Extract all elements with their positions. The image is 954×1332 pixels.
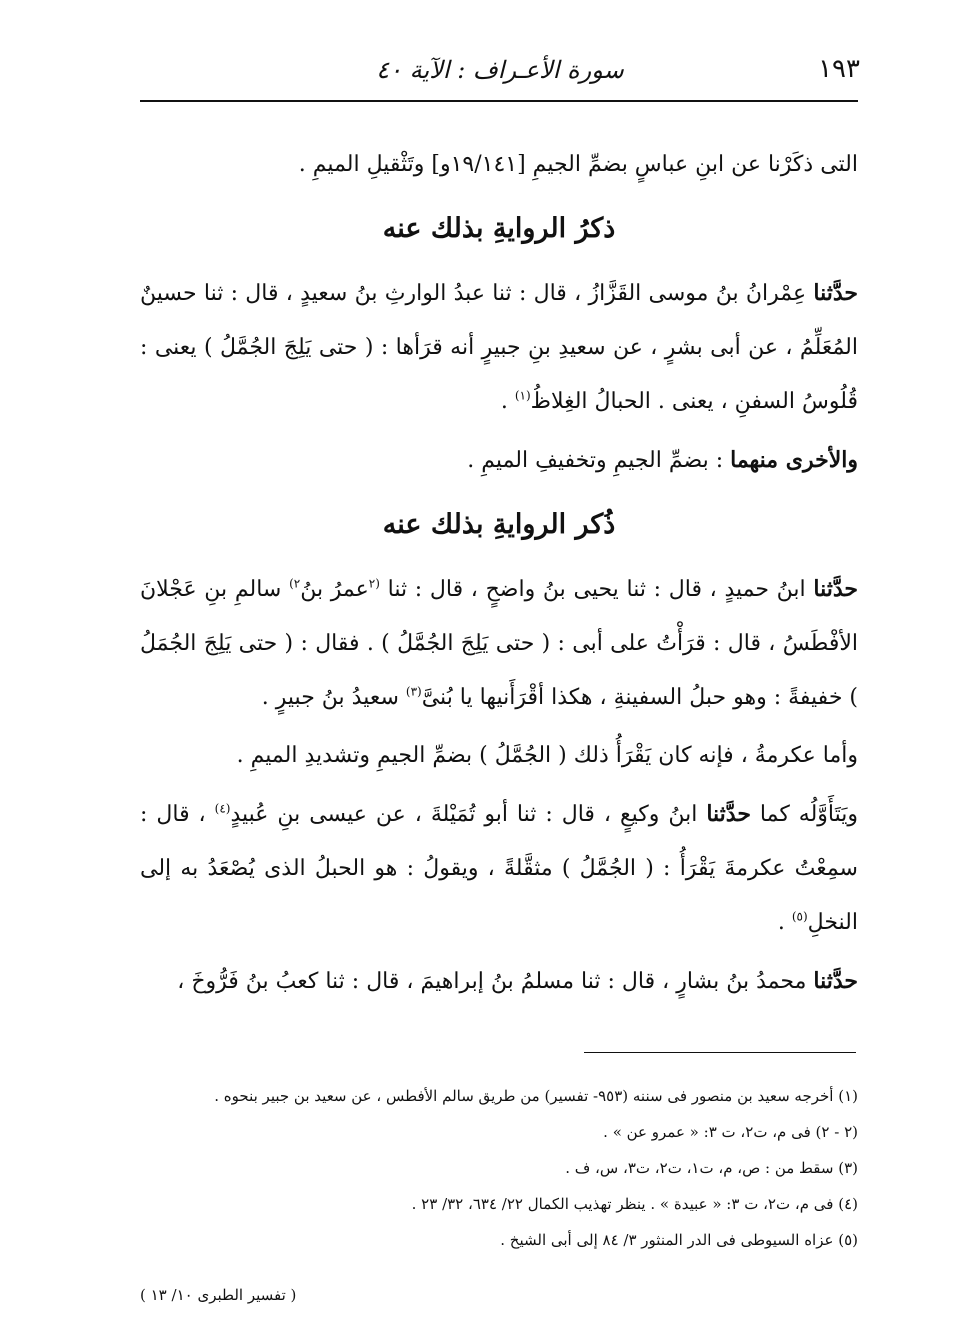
footnote-rule bbox=[584, 1052, 856, 1053]
paragraph-1-end: . bbox=[500, 389, 515, 414]
footnote-ref-4: (٤) bbox=[214, 801, 231, 816]
paragraph-5 bbox=[140, 787, 858, 950]
paragraph-0-text: التى ذكَرْنا عن ابنِ عباسٍ بضمِّ الجيمِ [١٩/١٤١و] وتَثْقيلِ الميمِ . bbox=[298, 152, 858, 177]
running-title: سورة الأعـراف : الآية ٤٠ bbox=[376, 56, 624, 84]
footnote-ref-5: (٥) bbox=[791, 909, 808, 924]
paragraph-5-end: . bbox=[777, 910, 792, 935]
section-heading-2: ذُكر الروايةِ بذلك عنه bbox=[382, 509, 616, 540]
paragraph-2-lead: والأخرى منهما bbox=[730, 447, 858, 473]
footnote-ref-1: (١) bbox=[514, 388, 531, 403]
narration-lead: حدَّثنا bbox=[813, 576, 858, 602]
paragraph-5-text-c: ، قال : سمِعْتُ عكرمةَ يَقْرَأُ : ( الجُمَّلُ ) مثقَّلةً ، ويقولُ : هو الحبلُ الذى يُصْعَدُ به إلى النخلِ bbox=[140, 802, 858, 935]
paragraph-5-text-b: ابنُ وكيعٍ ، قال : ثنا أبو تُمَيْلةَ ، عن عيسى بنِ عُبيدٍ bbox=[230, 802, 707, 827]
narration-lead: حدَّثنا bbox=[813, 968, 858, 994]
footnote-3: (٣) سقط من : ص، م، ت١، ت٢، ت٣، س، ف . bbox=[565, 1159, 858, 1177]
paragraph-3 bbox=[140, 562, 858, 725]
paragraph-2-text: : بضمِّ الجيمِ وتخفيفِ الميمِ . bbox=[467, 448, 731, 473]
page-header bbox=[140, 52, 860, 98]
footnote-4: (٤) فى م، ت٢، ت ٣: « عبيدة » . ينظر تهذيب الكمال ٢٢/ ٦٣٤، ٣٢/ ٢٣ . bbox=[411, 1195, 858, 1213]
narration-lead: حدَّثنا bbox=[706, 801, 751, 827]
footnote-1: (١) أخرجه سعيد بن منصور فى سننه (٩٥٣- تفسير) من طريق سالم الأفطس ، عن سعيد بن جبير بنحوه . bbox=[214, 1087, 858, 1105]
paragraph-2 bbox=[140, 433, 858, 488]
paragraph-6-text: محمدُ بنُ بشارٍ ، قال : ثنا مسلمُ بنُ إبراهيمَ ، قال : ثنا كعبُ بنُ فَرُّوخَ ، bbox=[177, 969, 814, 994]
main-text bbox=[140, 138, 858, 1013]
paragraph-1-text: عِمْرانُ بنُ موسى القَزَّازُ ، قال : ثنا عبدُ الوارثِ بنُ سعيدٍ ، قال : ثنا حسينٌ المُعَلِّمُ ، عن أبى بشرٍ ، عن سعيدِ بنِ جبيرٍ أنه قرَأها : ( حتى يَلِجَ الجُمَّلُ ) يعنى : قُلُوسُ السفنِ ، يعنى . الحبالُ الغِلاظُ bbox=[140, 281, 858, 414]
page-number: ١٩٣ bbox=[818, 54, 860, 84]
footnote-5: (٥) عزاه السيوطى فى الدر المنثور ٣/ ٨٤ إلى أبى الشيخ . bbox=[500, 1231, 858, 1249]
paragraph-3-text-d: سعيدُ بنُ جبيرٍ . bbox=[261, 685, 406, 710]
header-rule bbox=[140, 100, 858, 102]
footnotes bbox=[140, 1078, 858, 1258]
book-signature: ( تفسير الطبرى ١٠/ ١٣ ) bbox=[140, 1286, 297, 1304]
footnote-ref-3: (٣) bbox=[405, 684, 422, 699]
narration-lead: حدَّثنا bbox=[813, 280, 858, 306]
footnote-ref-2-close: ٢) bbox=[289, 576, 301, 591]
paragraph-3-text-c: سالمِ بنِ عَجْلانَ الأفْطَسُ ، قال : قرَأْتُ على أبى : ( حتى يَلِجَ الجُمَّلُ ) . فقال : ( حتى يَلِجَ الجُمَلُ ) خفيفةً : وهو حبلُ السفينةِ ، هكذا أقْرَأَنيها يا بُنىَّ bbox=[140, 577, 858, 710]
paragraph-3-text-b: عمرُ بنُ bbox=[300, 577, 369, 602]
paragraph-1 bbox=[140, 266, 858, 429]
footnote-2: (٢ - ٢) فى م، ت٢، ت ٣: « عمرو عن » . bbox=[603, 1123, 858, 1141]
paragraph-4 bbox=[140, 729, 858, 783]
section-heading-1: ذكرُ الروايةِ بذلك عنه bbox=[382, 213, 616, 244]
paragraph-0 bbox=[140, 138, 858, 192]
paragraph-4-text: وأما عكرمةُ ، فإنه كان يَقْرَأُ ذلك ( الجُمَّلُ ) بضمِّ الجيمِ وتشديدِ الميمِ . bbox=[236, 743, 858, 768]
footnote-ref-2-open: (٢ bbox=[368, 576, 380, 591]
paragraph-5-text-a: ويَتَأَوَّلُه كما bbox=[750, 802, 858, 827]
paragraph-3-text-a: ابنُ حميدٍ ، قال : ثنا يحيى بنُ واضحٍ ، قال : ثنا bbox=[379, 577, 814, 602]
paragraph-6 bbox=[140, 954, 858, 1009]
